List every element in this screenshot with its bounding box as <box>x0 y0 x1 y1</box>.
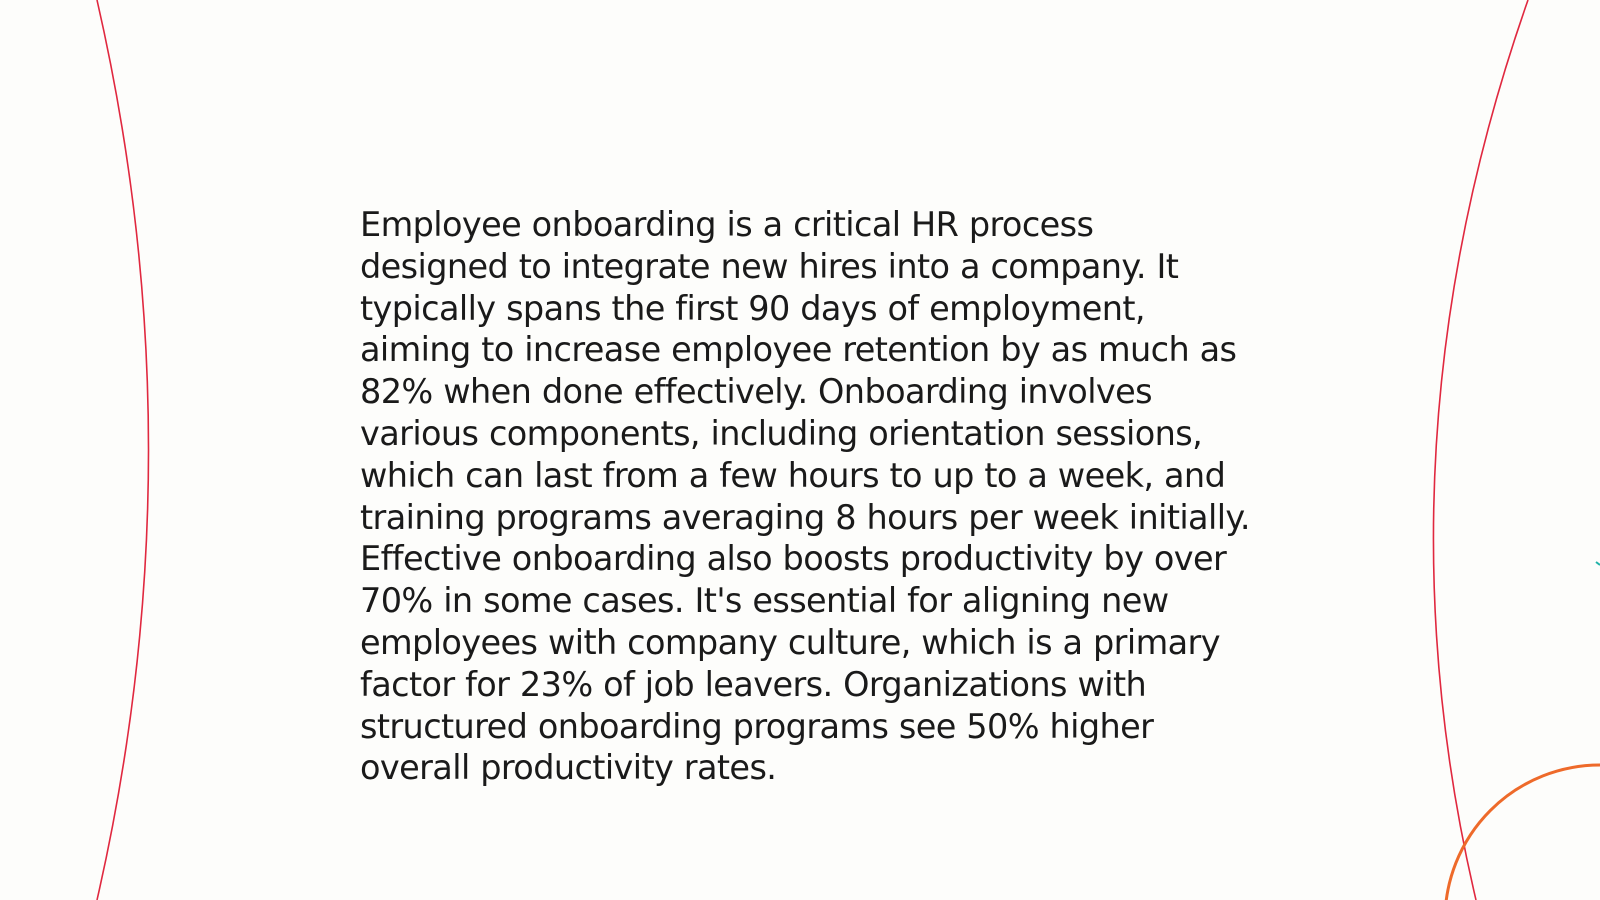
body-text: Employee onboarding is a critical HR process designed to integrate new hires into a company. It typically spans the first 90 days of employment, aiming to increase employee retention by as much as 82% when done effectively. Onboarding involves various components, including orientation sessions, which can last from a few hours to up to a week, and training programs averaging 8 hours per week initially. Effective onboarding also boosts productivity by over 70% in some cases. It's essential for aligning new employees with company culture, which is a primary factor for 23% of job leavers. Organizations with structured onboarding programs see 50% higher overall productivity rates. <box>360 205 1250 788</box>
orange-circle-decoration <box>1445 765 1600 900</box>
teal-tick-decoration <box>1596 562 1600 565</box>
left-curve-decoration <box>97 0 149 900</box>
right-curve-decoration <box>1433 0 1528 900</box>
